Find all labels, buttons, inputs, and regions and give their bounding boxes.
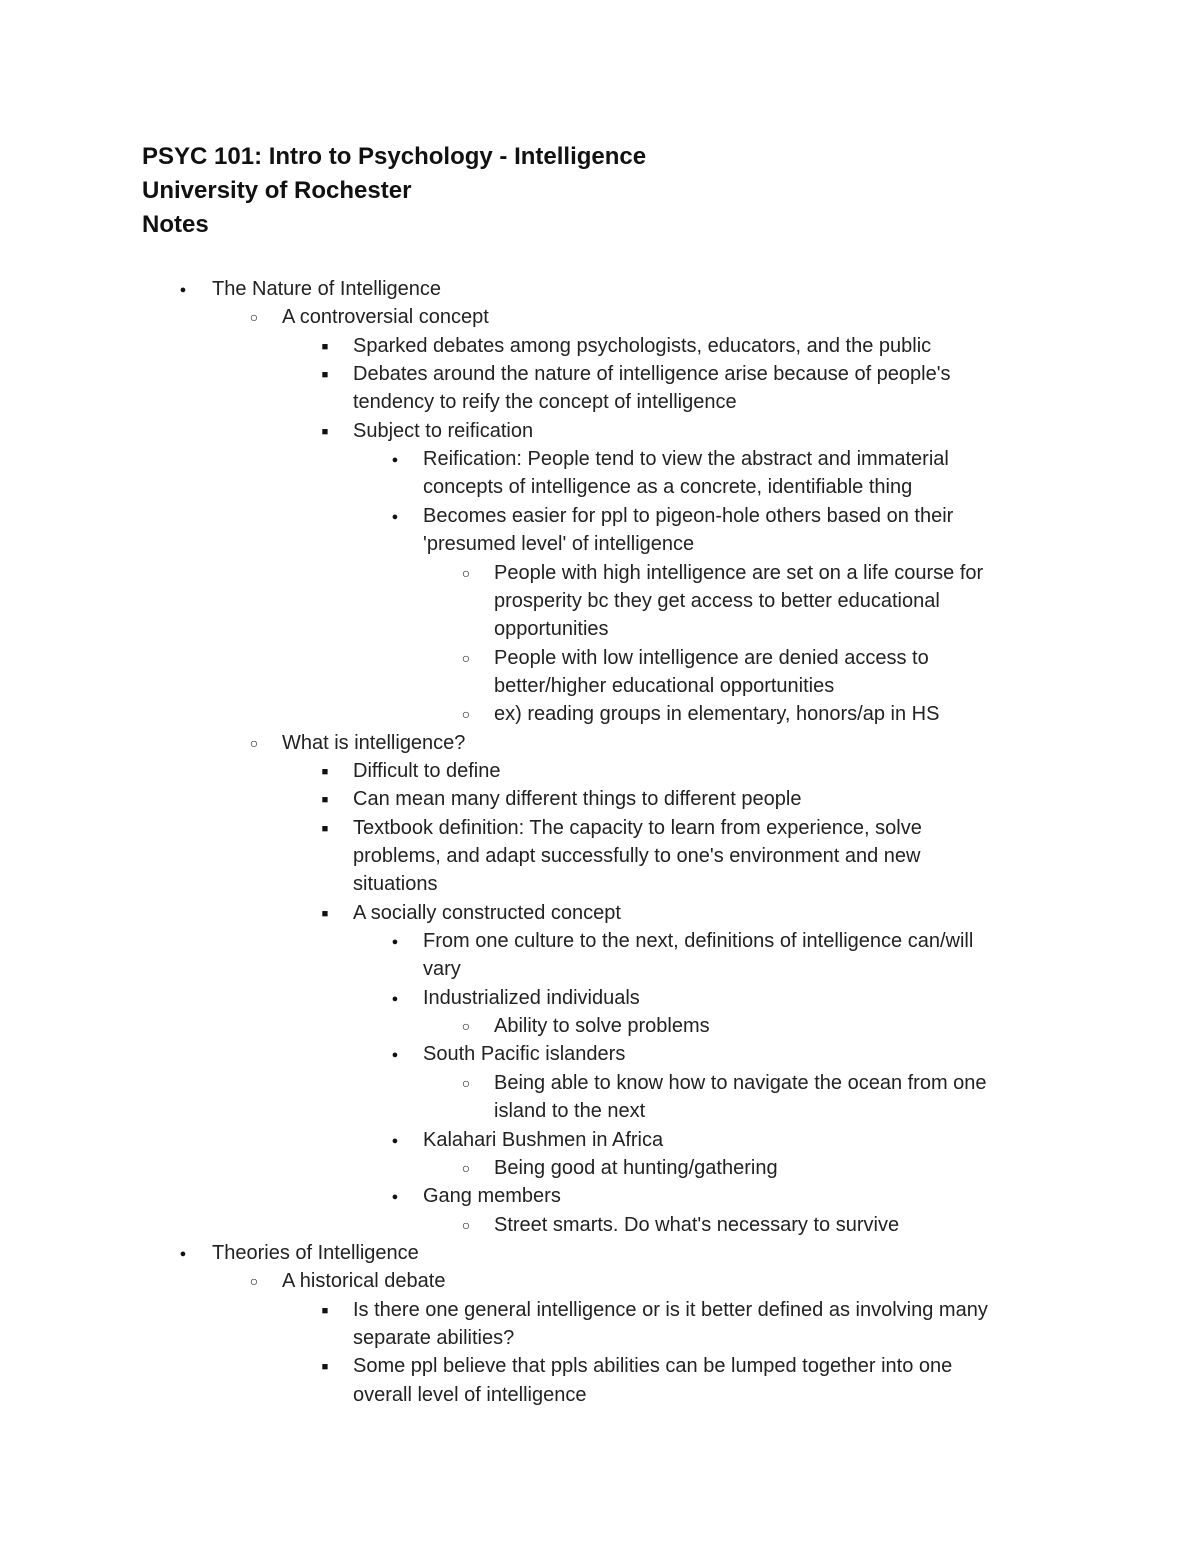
circle-bullet-icon bbox=[458, 559, 474, 588]
list-item-line: Subject to reification bbox=[353, 419, 534, 442]
circle-bullet-icon bbox=[458, 1211, 474, 1240]
list-item-line: A historical debate bbox=[282, 1270, 446, 1293]
list-item-line: Industrialized individuals bbox=[423, 986, 640, 1009]
disc-bullet-icon bbox=[387, 445, 403, 474]
list-item-line: separate abilities? bbox=[353, 1326, 515, 1349]
list-item-line: ex) reading groups in elementary, honors/ap in HS bbox=[494, 703, 940, 726]
list-item-line: better/higher educational opportunities bbox=[494, 674, 835, 697]
circle-bullet-icon bbox=[458, 1012, 474, 1041]
list-item-line: Being good at hunting/gathering bbox=[494, 1156, 778, 1179]
list-item-line: overall level of intelligence bbox=[353, 1383, 587, 1406]
disc-bullet-icon bbox=[387, 1040, 403, 1069]
square-bullet-icon bbox=[317, 757, 333, 786]
list-item-line: Street smarts. Do what's necessary to survive bbox=[494, 1213, 900, 1236]
circle-bullet-icon bbox=[458, 1154, 474, 1183]
list-item-line: Debates around the nature of intelligence arise because of people's bbox=[353, 363, 951, 386]
square-bullet-icon bbox=[317, 360, 333, 389]
list-item-line: People with low intelligence are denied access to bbox=[494, 646, 929, 669]
list-item-line: problems, and adapt successfully to one's environment and new bbox=[353, 845, 921, 867]
list-item-line: Textbook definition: The capacity to learn from experience, solve bbox=[353, 816, 922, 839]
circle-bullet-icon bbox=[458, 1069, 474, 1098]
circle-bullet-icon bbox=[458, 644, 474, 673]
square-bullet-icon bbox=[317, 785, 333, 814]
square-bullet-icon bbox=[317, 417, 333, 446]
list-item-line: tendency to reify the concept of intelligence bbox=[353, 391, 737, 414]
list-item-line: Can mean many different things to different people bbox=[353, 788, 802, 811]
list-item-line: Gang members bbox=[423, 1185, 561, 1208]
list-item-line: concepts of intelligence as a concrete, identifiable thing bbox=[423, 476, 913, 499]
list-item-line: Becomes easier for ppl to pigeon-hole others based on their bbox=[423, 504, 954, 527]
disc-bullet-icon bbox=[387, 984, 403, 1013]
list-item-line: opportunities bbox=[494, 618, 609, 641]
list-item-line: 'presumed level' of intelligence bbox=[423, 533, 695, 556]
list-item-line: A controversial concept bbox=[282, 306, 489, 329]
list-item-line: Ability to solve problems bbox=[494, 1015, 710, 1038]
disc-bullet-icon bbox=[387, 502, 403, 531]
list-item-line: vary bbox=[423, 958, 461, 981]
list-item-line: prosperity bc they get access to better educational bbox=[494, 589, 940, 612]
disc-bullet-icon bbox=[387, 1126, 403, 1155]
list-item-line: island to the next bbox=[494, 1100, 646, 1123]
square-bullet-icon bbox=[317, 899, 333, 928]
list-item-line: Sparked debates among psychologists, educators, and the public bbox=[353, 334, 932, 357]
circle-bullet-icon bbox=[246, 303, 262, 332]
list-item-line: Is there one general intelligence or is it better defined as involving many bbox=[353, 1298, 988, 1321]
disc-bullet-icon bbox=[175, 275, 191, 304]
list-item-line: A socially constructed concept bbox=[353, 901, 621, 924]
list-item-line: South Pacific islanders bbox=[423, 1043, 626, 1066]
circle-bullet-icon bbox=[246, 1267, 262, 1296]
circle-bullet-icon bbox=[458, 700, 474, 729]
disc-bullet-icon bbox=[387, 1182, 403, 1211]
square-bullet-icon bbox=[317, 1352, 333, 1381]
list-item-line: What is intelligence? bbox=[282, 731, 466, 754]
list-item-line: Theories of Intelligence bbox=[212, 1241, 419, 1264]
disc-bullet-icon bbox=[387, 927, 403, 956]
circle-bullet-icon bbox=[246, 729, 262, 758]
page-title: PSYC 101: Intro to Psychology - Intelligence bbox=[142, 143, 647, 170]
list-item-line: From one culture to the next, definitions of intelligence can/will bbox=[423, 930, 974, 953]
list-item-line: situations bbox=[353, 873, 438, 896]
square-bullet-icon bbox=[317, 332, 333, 361]
list-item-line: Kalahari Bushmen in Africa bbox=[423, 1128, 664, 1151]
list-item-line: Some ppl believe that ppls abilities can be lumped together into one bbox=[353, 1355, 953, 1378]
list-item-line: Reification: People tend to view the abstract and immaterial bbox=[423, 448, 949, 471]
list-item-line: People with high intelligence are set on a life course for bbox=[494, 561, 984, 584]
square-bullet-icon bbox=[317, 814, 333, 843]
list-item-line: Being able to know how to navigate the ocean from one bbox=[494, 1071, 987, 1094]
disc-bullet-icon bbox=[175, 1239, 191, 1268]
list-item-line: The Nature of Intelligence bbox=[212, 278, 442, 300]
school-name: University of Rochester bbox=[142, 177, 412, 204]
notes-label: Notes bbox=[142, 211, 209, 238]
square-bullet-icon bbox=[317, 1296, 333, 1325]
list-item-line: Difficult to define bbox=[353, 759, 501, 782]
